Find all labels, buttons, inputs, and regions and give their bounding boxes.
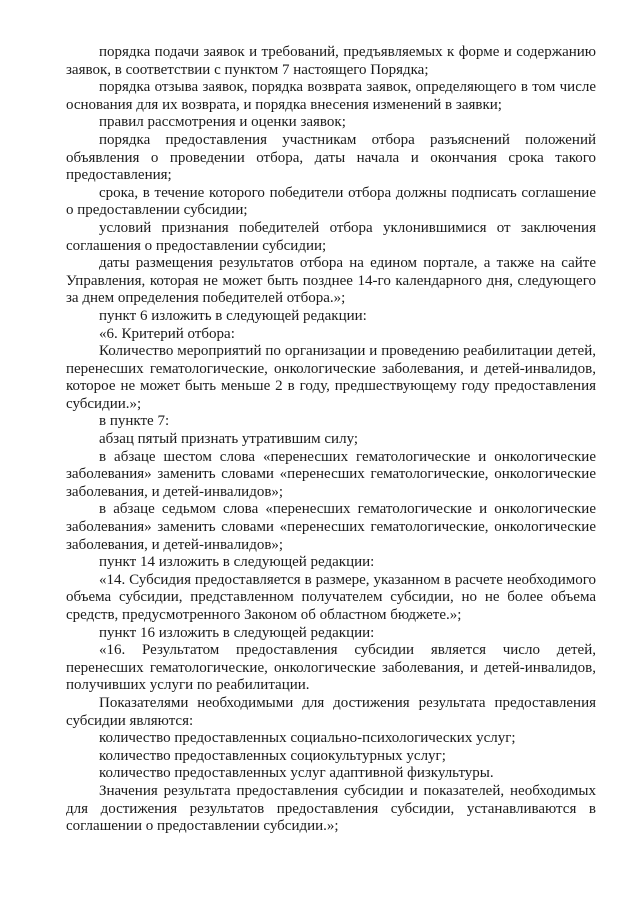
paragraph: пункт 16 изложить в следующей редакции:	[99, 624, 375, 641]
paragraph: Показателями необходимыми для достижения результата предоставления субсидии являются:	[66, 694, 596, 729]
paragraph: «14. Субсидия предоставляется в размере, указанном в расчете необходимого объема субсидии, представленном получателем субсидии, но не более объема средств, предусмотренного Законом об областном бюджете.»;	[66, 571, 596, 623]
paragraph: «6. Критерий отбора:	[99, 325, 235, 342]
paragraph: Значения результата предоставления субсидии и показателей, необходимых для достижения результатов предоставления субсидии, устанавливаются в соглашении о предоставлении субсидии.»;	[66, 782, 596, 835]
paragraph: количество предоставленных социально-психологических услуг;	[99, 730, 516, 747]
paragraph: количество предоставленных социокультурных услуг;	[99, 747, 446, 764]
document-page	[66, 44, 596, 836]
paragraph: порядка отзыва заявок, порядка возврата заявок, определяющего в том числе основания для их возврата, и порядка внесения изменений в заявки;	[66, 79, 596, 113]
paragraph: пункт 14 изложить в следующей редакции:	[99, 554, 375, 571]
paragraph: количество предоставленных услуг адаптивной физкультуры.	[99, 765, 494, 782]
paragraph: порядка предоставления участникам отбора разъяснений положений объявления о проведении отбора, даты начала и окончания срока такого предоставления;	[66, 131, 596, 184]
paragraph: Количество мероприятий по организации и проведению реабилитации детей, перенесших гематологические, онкологические заболевания, и детей-инвалидов, которое не может быть меньше 2 в году, предшествующему году предоставления субсидии.»;	[66, 343, 596, 412]
paragraph: в абзаце шестом слова «перенесших гематологические и онкологические заболевания» заменить словами «перенесших гематологические, онкологические заболевания, и детей-инвалидов»;	[66, 448, 596, 500]
paragraph: в абзаце седьмом слова «перенесших гематологические и онкологические заболевания» заменить словами «перенесших гематологические, онкологические заболевания, и детей-инвалидов»;	[66, 501, 596, 553]
paragraph: условий признания победителей отбора уклонившимися от заключения соглашения о предоставлении субсидии;	[66, 219, 596, 254]
paragraph: в пункте 7:	[99, 413, 170, 430]
paragraph: порядка подачи заявок и требований, предъявляемых к форме и содержанию заявок, в соответствии с пунктом 7 настоящего Порядка;	[66, 44, 596, 78]
paragraph: срока, в течение которого победители отбора должны подписать соглашение о предоставлении субсидии;	[66, 184, 596, 219]
paragraph: правил рассмотрения и оценки заявок;	[99, 114, 346, 131]
paragraph: абзац пятый признать утратившим силу;	[99, 431, 359, 448]
paragraph: даты размещения результатов отбора на едином портале, а также на сайте Управления, которая не может быть позднее 14-го календарного дня, следующего за днем определения победителей отбора.»;	[66, 255, 596, 307]
paragraph: «16. Результатом предоставления субсидии является число детей, перенесших гематологические, онкологические заболевания, и детей-инвалидов, получивших услуги по реабилитации.	[66, 642, 596, 694]
paragraph: пункт 6 изложить в следующей редакции:	[99, 307, 367, 324]
